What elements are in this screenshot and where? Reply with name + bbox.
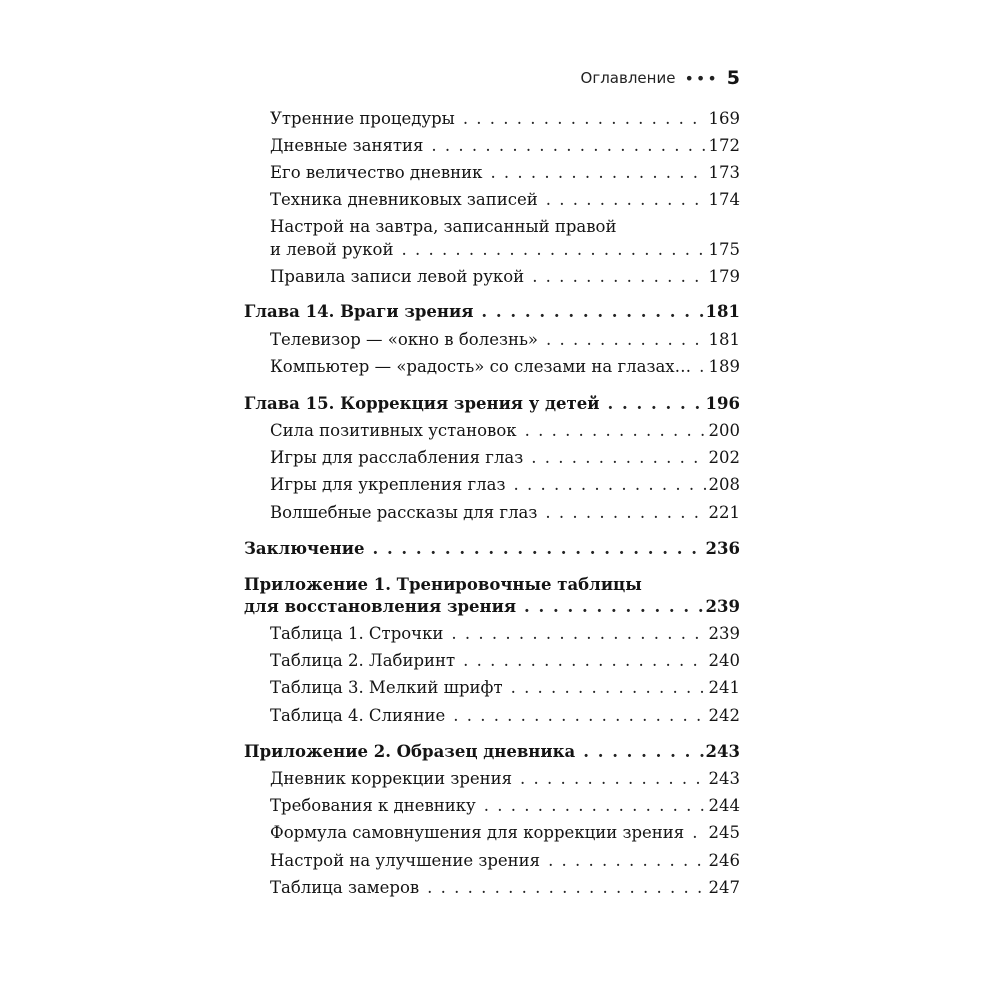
toc-entry-page: 240 — [708, 651, 740, 670]
dot-leader — [423, 135, 706, 157]
toc-chapter[interactable] — [244, 594, 740, 618]
toc-entry-title: Телевизор — «окно в болезнь» — [270, 330, 539, 349]
header-title: Оглавление — [580, 69, 676, 87]
dot-leader — [505, 474, 706, 496]
toc-entry-page: 200 — [708, 421, 740, 440]
toc-chapter-page: 196 — [705, 394, 740, 413]
dot-leader — [443, 623, 706, 645]
toc-chapter-title: Приложение 2. Образец дневника — [244, 742, 576, 761]
toc-entry[interactable] — [270, 703, 740, 727]
dot-leader — [538, 329, 706, 351]
toc-entry[interactable] — [270, 820, 740, 844]
dot-leader — [364, 538, 705, 560]
toc-entry[interactable] — [270, 848, 740, 872]
toc-chapter-page: 236 — [705, 539, 740, 558]
toc-entry-page: 169 — [708, 109, 740, 128]
toc-entry[interactable] — [270, 875, 740, 899]
toc-entry-page: 245 — [708, 823, 740, 842]
dot-leader — [517, 420, 706, 442]
toc-entry[interactable] — [270, 160, 740, 184]
header-dots: ••• — [684, 68, 719, 88]
toc-entry-page: 208 — [708, 475, 740, 494]
toc-entry[interactable] — [270, 472, 740, 496]
toc-entry[interactable] — [270, 500, 740, 524]
toc-chapter-title: для восстановления зрения — [244, 597, 517, 616]
toc-entry[interactable] — [270, 133, 740, 157]
dot-leader — [503, 677, 706, 699]
toc-entry-title: Дневник коррекции зрения — [270, 769, 513, 788]
toc-entry-title: Таблица замеров — [270, 878, 420, 897]
toc-entry[interactable] — [270, 445, 740, 469]
toc-entry-page: 175 — [708, 240, 740, 259]
toc-entry[interactable] — [270, 106, 740, 130]
toc-entry-page: 242 — [708, 706, 740, 725]
toc-entry-title: Компьютер — «радость» со слезами на глазах… — [270, 357, 692, 376]
toc-chapter-page: 243 — [705, 742, 740, 761]
toc-entry-title: Таблица 2. Лабиринт — [270, 651, 456, 670]
dot-leader — [473, 301, 705, 323]
dot-leader — [455, 108, 706, 130]
dot-leader — [575, 741, 705, 763]
toc-entry-page: 172 — [708, 136, 740, 155]
toc-chapter-title: Приложение 1. Тренировочные таблицы — [244, 575, 642, 594]
dot-leader — [512, 768, 706, 790]
toc-entry[interactable] — [270, 766, 740, 790]
toc-chapter[interactable] — [244, 299, 740, 323]
dot-leader — [455, 650, 706, 672]
dot-leader — [524, 266, 706, 288]
dot-leader — [523, 447, 706, 469]
toc-entry-title: Требования к дневнику — [270, 796, 476, 815]
toc-entry-title: Волшебные рассказы для глаз — [270, 503, 538, 522]
dot-leader — [476, 795, 706, 817]
toc-entry-page: 241 — [708, 678, 740, 697]
dot-leader — [419, 877, 706, 899]
toc-entry[interactable] — [270, 648, 740, 672]
toc-entry-title: Игры для расслабления глаз — [270, 448, 524, 467]
toc-entry-title: и левой рукой — [270, 240, 394, 259]
toc-entry-title: Формула самовнушения для коррекции зрения — [270, 823, 685, 842]
toc-chapter[interactable] — [244, 391, 740, 415]
toc-entry-page: 239 — [708, 624, 740, 643]
toc-entry[interactable] — [270, 327, 740, 351]
toc-entry-title: Настрой на улучшение зрения — [270, 851, 541, 870]
toc-entry[interactable] — [270, 354, 740, 378]
toc-entry[interactable] — [270, 793, 740, 817]
toc-entry-page: 173 — [708, 163, 740, 182]
toc-entry-title: Сила позитивных установок — [270, 421, 517, 440]
toc-entry-title: Настрой на завтра, записанный правой — [270, 217, 617, 236]
toc-entry-page: 179 — [708, 267, 740, 286]
dot-leader — [691, 356, 706, 378]
toc-entry[interactable] — [270, 187, 740, 211]
toc-chapter-first-line[interactable] — [244, 572, 740, 596]
toc-entry[interactable] — [270, 237, 740, 261]
toc-entry-page: 181 — [708, 330, 740, 349]
toc-entry-page: 189 — [708, 357, 740, 376]
dot-leader — [516, 596, 706, 618]
toc-entry-page: 247 — [708, 878, 740, 897]
dot-leader — [482, 162, 706, 184]
dot-leader — [445, 705, 706, 727]
toc-entry-title: Таблица 1. Строчки — [270, 624, 444, 643]
toc-chapter-title: Глава 15. Коррекция зрения у детей — [244, 394, 600, 413]
toc-entry-title: Таблица 3. Мелкий шрифт — [270, 678, 503, 697]
toc-chapter-title: Заключение — [244, 539, 365, 558]
toc-chapter[interactable] — [244, 536, 740, 560]
toc-entry-first-line[interactable] — [270, 214, 740, 238]
toc-entry-title: Дневные занятия — [270, 136, 424, 155]
dot-leader — [600, 393, 706, 415]
toc-entry-title: Утренние процедуры — [270, 109, 455, 128]
toc-entry-title: Игры для укрепления глаз — [270, 475, 506, 494]
dot-leader — [540, 850, 706, 872]
dot-leader — [537, 502, 706, 524]
toc-entry-page: 174 — [708, 190, 740, 209]
toc-entry-page: 243 — [708, 769, 740, 788]
toc-entry-page: 244 — [708, 796, 740, 815]
toc-chapter-page: 181 — [705, 302, 740, 321]
toc-entry[interactable] — [270, 418, 740, 442]
toc-entry[interactable] — [270, 621, 740, 645]
toc-chapter[interactable] — [244, 739, 740, 763]
dot-leader — [684, 822, 706, 844]
toc-entry-title: Таблица 4. Слияние — [270, 706, 446, 725]
toc-chapter-title: Глава 14. Враги зрения — [244, 302, 474, 321]
toc-entry[interactable] — [270, 264, 740, 288]
toc-entry[interactable] — [270, 675, 740, 699]
dot-leader — [538, 189, 706, 211]
page-number: 5 — [726, 67, 740, 89]
toc-entry-page: 202 — [708, 448, 740, 467]
toc-entry-title: Правила записи левой рукой — [270, 267, 525, 286]
toc-entry-page: 246 — [708, 851, 740, 870]
toc-entry-title: Техника дневниковых записей — [270, 190, 538, 209]
toc-entry-title: Его величество дневник — [270, 163, 483, 182]
toc-entry-page: 221 — [708, 503, 740, 522]
dot-leader — [393, 239, 706, 261]
toc-chapter-page: 239 — [705, 597, 740, 616]
